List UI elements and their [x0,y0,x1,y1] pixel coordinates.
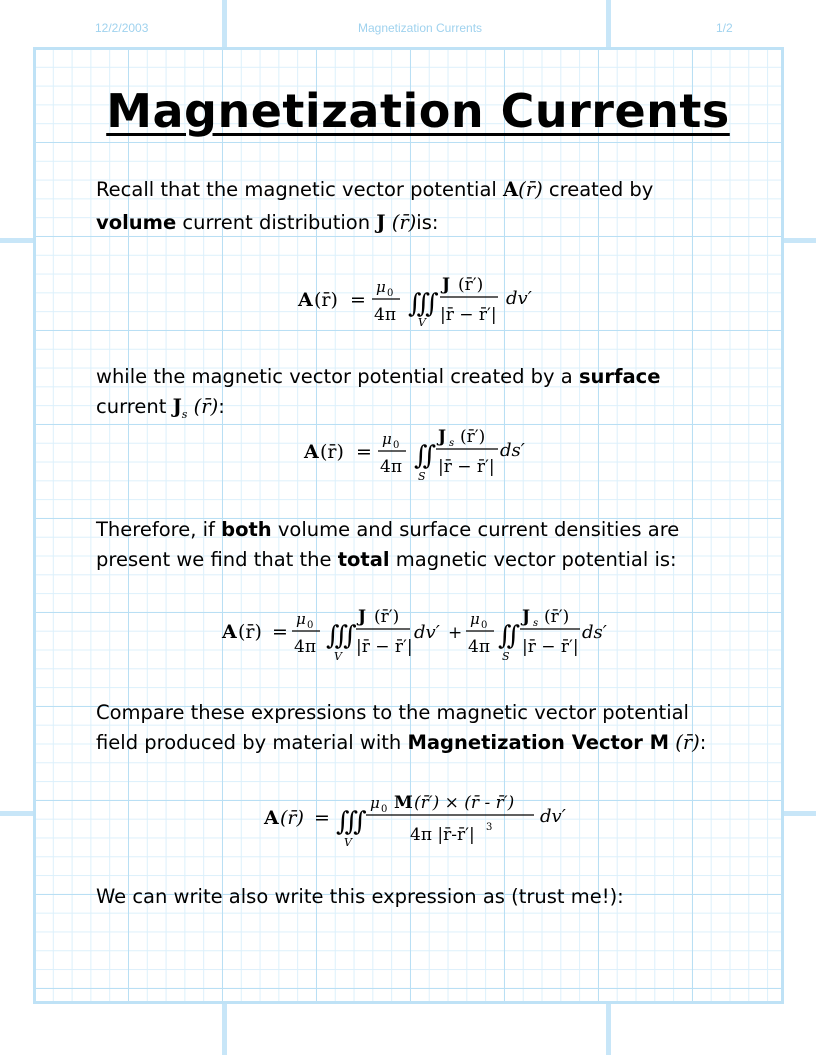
svg-text:s: s [533,618,539,629]
svg-text:(r̄′): (r̄′) [460,427,486,447]
svg-text:J: J [442,275,451,295]
header-title: Magnetization Currents [357,21,483,35]
svg-text:=: = [314,807,330,829]
svg-text:∭: ∭ [326,621,357,651]
equation-volume-potential [290,268,550,332]
svg-text:(r̄′): (r̄′) [374,607,400,627]
svg-text:4π |r̄-r̄′|: 4π |r̄-r̄′| [410,825,475,845]
svg-text:M: M [394,793,413,813]
svg-text:(r̄): (r̄) [238,621,262,643]
svg-text:A: A [264,807,279,829]
svg-text:∭: ∭ [408,289,439,319]
svg-text:4π: 4π [380,457,402,477]
svg-text:(r̄): (r̄) [280,807,304,829]
svg-text:∬: ∬ [414,441,437,471]
paragraph-line: Compare these expressions to the magnetic vector potential [96,701,689,724]
svg-text:(r̄′): (r̄′) [458,275,484,295]
equation-surface-potential [296,422,546,486]
svg-text:S: S [502,650,510,663]
svg-text:0: 0 [381,804,388,815]
svg-text:4π: 4π [374,305,396,325]
svg-text:|r̄ − r̄′|: |r̄ − r̄′| [356,637,413,657]
equation-total-potential [214,600,624,668]
svg-text:ds′: ds′ [500,440,525,461]
paragraph-line: Therefore, if both volume and surface current densities are [96,518,680,541]
paragraph-line: present we find that the total magnetic vector potential is: [96,548,677,571]
svg-text:A: A [298,289,313,311]
svg-text:J: J [438,427,447,447]
svg-text:0: 0 [307,620,314,631]
paragraph-line: Recall that the magnetic vector potential A(r̄) created by [96,178,654,201]
svg-text:|r̄ − r̄′|: |r̄ − r̄′| [522,637,579,657]
svg-text:0: 0 [387,288,394,299]
svg-text:V: V [344,836,352,849]
svg-text:(r̄): (r̄) [314,289,338,311]
svg-text:V: V [418,316,426,329]
svg-text:V: V [334,650,342,663]
svg-text:A: A [304,441,319,463]
header-date: 12/2/2003 [95,21,149,35]
equation-magnetization-potential [258,786,578,854]
svg-text:(r̄): (r̄) [320,441,344,463]
header-page-number: 1/2 [716,21,733,35]
paragraph-line: We can write also write this expression as (trust me!): [96,885,624,908]
paragraph-line: field produced by material with Magnetization Vector M (r̄): [96,731,707,754]
svg-text:J: J [358,607,367,627]
svg-text:μ: μ [470,610,480,628]
svg-text:μ: μ [296,610,306,628]
svg-text:4π: 4π [468,637,490,657]
page-title: Magnetization Currents [106,84,730,138]
svg-text:4π: 4π [294,637,316,657]
svg-text:(r̄′) × (r̄ - r̄′): (r̄′) × (r̄ - r̄′) [414,793,515,813]
svg-text:∬: ∬ [498,621,521,651]
paragraph-line: volume current distribution J (r̄)is: [96,211,439,234]
svg-text:μ: μ [382,430,392,448]
svg-text:J: J [522,607,531,627]
paragraph-line: current $J_s$ (r̄): [96,395,225,421]
svg-text:∭: ∭ [336,807,367,837]
svg-text:dv′: dv′ [506,288,532,309]
paragraph-line: while the magnetic vector potential created by a surface [96,365,661,388]
svg-text:=: = [356,441,372,463]
svg-text:(r̄′): (r̄′) [544,607,570,627]
svg-text:3: 3 [486,822,493,833]
svg-text:μ: μ [376,278,386,296]
svg-text:ds′: ds′ [582,622,607,643]
svg-text:0: 0 [393,440,400,451]
svg-text:S: S [418,470,426,483]
svg-text:A: A [222,621,237,643]
svg-text:0: 0 [481,620,488,631]
svg-text:dv′: dv′ [540,806,566,827]
svg-text:μ: μ [370,794,380,812]
svg-text:|r̄ − r̄′|: |r̄ − r̄′| [438,457,495,477]
svg-text:=: = [272,621,288,643]
svg-text:=: = [350,289,366,311]
svg-text:|r̄ − r̄′|: |r̄ − r̄′| [440,305,497,325]
svg-text:+: + [448,623,463,643]
svg-text:s: s [449,438,455,449]
svg-text:dv′: dv′ [414,622,440,643]
